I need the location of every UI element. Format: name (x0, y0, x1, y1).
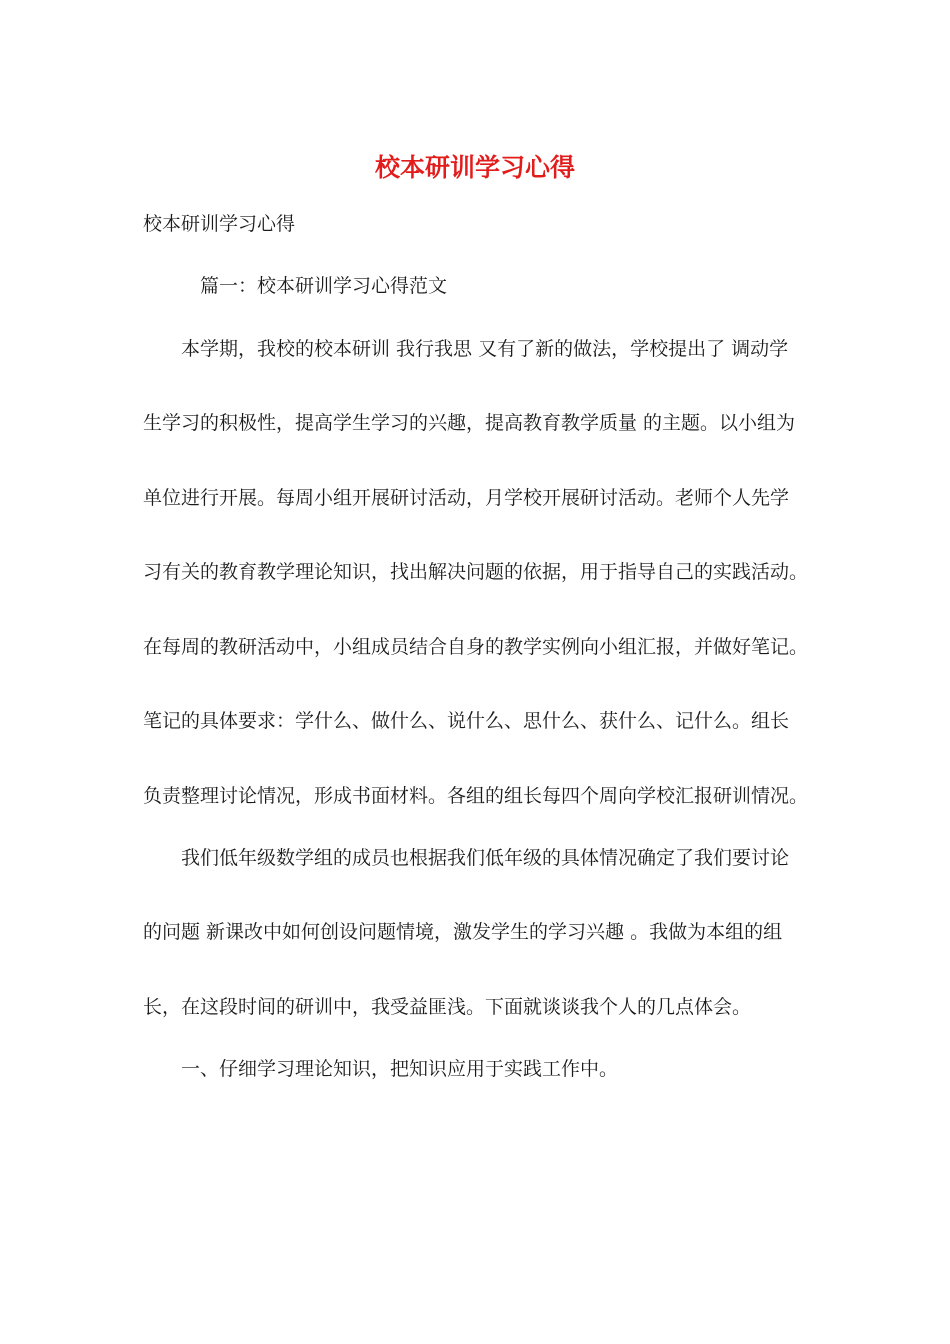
paragraph-line: 我们低年级数学组的成员也根据我们低年级的具体情况确定了我们要讨论 (181, 847, 790, 869)
paragraph-line: 本学期，我校的校本研训 我行我思 又有了新的做法，学校提出了 调动学 (181, 338, 789, 360)
paragraph-line: 一、仔细学习理论知识，把知识应用于实践工作中。 (181, 1058, 619, 1080)
paragraph-line: 的问题 新课改中如何创设问题情境，激发学生的学习兴趣 。我做为本组的组 (143, 921, 783, 943)
paragraph-line: 单位进行开展。每周小组开展研讨活动，月学校开展研讨活动。老师个人先学 (143, 487, 790, 509)
paragraph-line: 长，在这段时间的研训中，我受益匪浅。下面就谈谈我个人的几点体会。 (143, 996, 752, 1018)
paragraph-line: 负责整理讨论情况，形成书面材料。各组的组长每四个周向学校汇报研训情况。 (143, 785, 809, 807)
section-heading: 篇一：校本研训学习心得范文 (200, 275, 448, 297)
paragraph-line: 生学习的积极性，提高学生学习的兴趣，提高教育教学质量 的主题。以小组为 (143, 412, 796, 434)
paragraph-line: 习有关的教育教学理论知识，找出解决问题的依据，用于指导自己的实践活动。 (143, 561, 809, 583)
document-subtitle: 校本研训学习心得 (143, 213, 296, 235)
document-title: 校本研训学习心得 (374, 153, 575, 182)
paragraph-line: 在每周的教研活动中，小组成员结合自身的教学实例向小组汇报，并做好笔记。 (143, 636, 809, 658)
paragraph-line: 笔记的具体要求：学什么、做什么、说什么、思什么、获什么、记什么。组长 (143, 710, 790, 732)
